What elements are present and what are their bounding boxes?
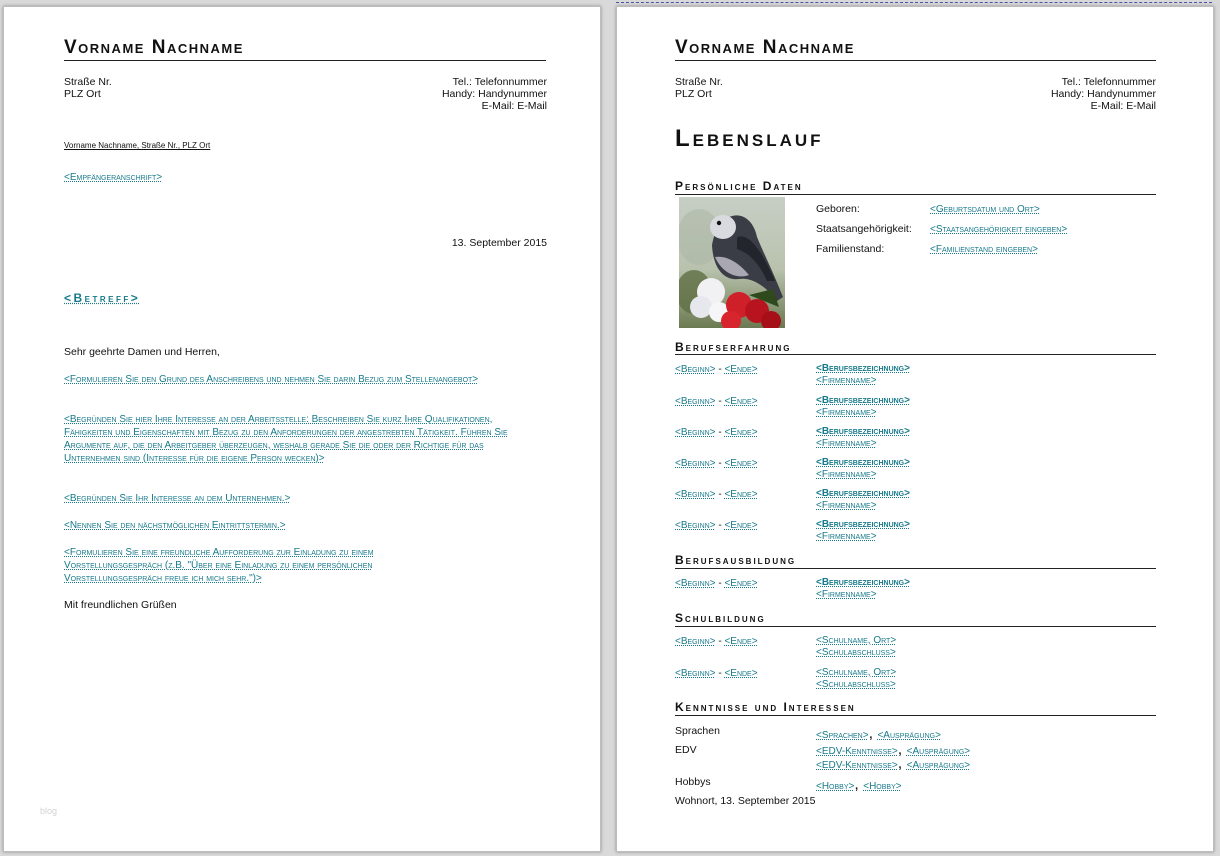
- school-degree[interactable]: <Schulabschluss>: [816, 679, 896, 690]
- personal-label-born: Geboren:: [816, 203, 860, 215]
- section-experience-rule: [675, 354, 1156, 355]
- skill-values-hobbies: <Hobby>, <Hobby>: [816, 776, 902, 793]
- end-date[interactable]: <Ende>: [724, 427, 758, 438]
- company-name[interactable]: <Firmenname>: [816, 438, 877, 449]
- begin-date[interactable]: <Beginn>: [675, 636, 716, 647]
- company-name[interactable]: <Firmenname>: [816, 407, 877, 418]
- letter-header-rule: [64, 60, 546, 61]
- date-separator: -: [718, 636, 722, 647]
- end-date[interactable]: <Ende>: [724, 396, 758, 407]
- experience-entry: [675, 519, 1160, 545]
- personal-label-marital: Familienstand:: [816, 243, 885, 255]
- section-school-rule: [675, 626, 1156, 627]
- begin-date[interactable]: <Beginn>: [675, 578, 716, 589]
- language-level[interactable]: <Ausprägung>: [877, 730, 941, 741]
- section-personal-rule: [675, 194, 1156, 195]
- letter-city: PLZ Ort: [64, 88, 101, 100]
- job-title[interactable]: <Berufsbezeichnung>: [816, 395, 910, 406]
- cv-name-heading: Vorname Nachname: [675, 37, 855, 58]
- company-name[interactable]: <Firmenname>: [816, 469, 877, 480]
- letter-handy: Handy: Handynummer: [441, 88, 547, 100]
- cv-page: [616, 6, 1214, 852]
- recipient-placeholder[interactable]: <Empfängeranschrift>: [64, 172, 163, 183]
- bird-photo-image: [679, 197, 785, 328]
- profile-photo[interactable]: [679, 197, 785, 328]
- hobby-value[interactable]: <Hobby>: [816, 781, 855, 792]
- section-skills-rule: [675, 715, 1156, 716]
- begin-date[interactable]: <Beginn>: [675, 364, 716, 375]
- skill-label-hobbies: Hobbys: [675, 776, 711, 788]
- letter-contact: [334, 76, 547, 112]
- end-date[interactable]: <Ende>: [724, 578, 758, 589]
- begin-date[interactable]: <Beginn>: [675, 520, 716, 531]
- cover-letter-page: [3, 6, 601, 852]
- date-separator: -: [718, 668, 722, 679]
- experience-entry: [675, 488, 1160, 514]
- it-skill-value[interactable]: <EDV-Kenntnisse>: [816, 760, 898, 771]
- end-date[interactable]: <Ende>: [724, 520, 758, 531]
- end-date[interactable]: <Ende>: [724, 489, 758, 500]
- job-title[interactable]: <Berufsbezeichnung>: [816, 363, 910, 374]
- date-separator: -: [718, 458, 722, 469]
- education-entry: [675, 577, 1160, 603]
- company-name[interactable]: <Firmenname>: [816, 589, 877, 600]
- job-title[interactable]: <Berufsbezeichnung>: [816, 426, 910, 437]
- school-entry: [675, 667, 1160, 693]
- cv-city: PLZ Ort: [675, 88, 712, 100]
- subject-placeholder[interactable]: <Betreff>: [64, 291, 141, 305]
- school-name[interactable]: <Schulname, Ort>: [816, 667, 897, 678]
- letter-name-heading: Vorname Nachname: [64, 37, 244, 58]
- begin-date[interactable]: <Beginn>: [675, 668, 716, 679]
- cv-header-rule: [675, 60, 1156, 61]
- school-entry: [675, 635, 1160, 661]
- cv-contact: [943, 76, 1156, 112]
- cv-address: [675, 76, 723, 100]
- skill-label-languages: Sprachen: [675, 725, 720, 737]
- job-title[interactable]: <Berufsbezeichnung>: [816, 488, 910, 499]
- personal-value-born[interactable]: <Geburtsdatum und Ort>: [930, 204, 1040, 215]
- letter-address: [64, 76, 112, 100]
- end-date[interactable]: <Ende>: [724, 364, 758, 375]
- watermark: blog: [40, 806, 58, 816]
- letter-email: E-Mail: E-Mail: [481, 100, 547, 112]
- begin-date[interactable]: <Beginn>: [675, 458, 716, 469]
- paragraph-company-interest[interactable]: <Begründen Sie Ihr Interesse an dem Unternehmen.>: [64, 493, 291, 504]
- salutation: Sehr geehrte Damen und Herren,: [64, 346, 220, 358]
- company-name[interactable]: <Firmenname>: [816, 375, 877, 386]
- hobby-value[interactable]: <Hobby>: [863, 781, 902, 792]
- skill-label-it: EDV: [675, 744, 697, 756]
- skill-values-languages: <Sprachen>, <Ausprägung>: [816, 725, 941, 742]
- section-school-heading: Schulbildung: [675, 611, 766, 625]
- sender-line: Vorname Nachname, Straße Nr., PLZ Ort: [64, 141, 211, 150]
- begin-date[interactable]: <Beginn>: [675, 489, 716, 500]
- cv-street: Straße Nr.: [675, 76, 723, 88]
- closing: Mit freundlichen Grüßen: [64, 599, 177, 611]
- personal-value-marital[interactable]: <Familienstand eingeben>: [930, 244, 1038, 255]
- section-personal-heading: Persönliche Daten: [675, 179, 803, 193]
- personal-value-nationality[interactable]: <Staatsangehörigkeit eingeben>: [930, 224, 1068, 235]
- paragraph-start-date[interactable]: <Nennen Sie den nächstmöglichen Eintrittstermin.>: [64, 520, 286, 531]
- experience-entry: [675, 395, 1160, 421]
- job-title[interactable]: <Berufsbezeichnung>: [816, 577, 910, 588]
- letter-date: 13. September 2015: [451, 237, 547, 249]
- cv-email: E-Mail: E-Mail: [1090, 100, 1156, 112]
- letter-street: Straße Nr.: [64, 76, 112, 88]
- cv-tel: Tel.: Telefonnummer: [1061, 76, 1156, 88]
- page-boundary: [616, 2, 1212, 3]
- section-education-rule: [675, 568, 1156, 569]
- company-name[interactable]: <Firmenname>: [816, 500, 877, 511]
- date-separator: -: [718, 520, 722, 531]
- it-skill-level[interactable]: <Ausprägung>: [906, 760, 971, 771]
- school-degree[interactable]: <Schulabschluss>: [816, 647, 896, 658]
- cv-handy: Handy: Handynummer: [1050, 88, 1156, 100]
- date-separator: -: [718, 364, 722, 375]
- date-separator: -: [718, 578, 722, 589]
- paragraph-reason[interactable]: <Formulieren Sie den Grund des Anschreibens und nehmen Sie darin Bezug zum Stellenangebot>: [64, 374, 479, 385]
- begin-date[interactable]: <Beginn>: [675, 396, 716, 407]
- paragraph-qualifications[interactable]: <Begründen Sie hier Ihre Interesse an der Arbeitsstelle: Beschreiben Sie kurz Ihre Qualifikationen, Fähigkeiten und Eigenschaften mit Bezug zu den Anforderungen der angestrebten Tätigkeit. Führen Sie Argumente auf, die den Arbeitgeber überzeugen, weshalb gerade Sie die oder der Richtige für das Unternehmen sind (Interesse für die eigene Person wecken)>: [64, 414, 508, 464]
- school-name[interactable]: <Schulname, Ort>: [816, 635, 897, 646]
- section-experience-heading: Berufserfahrung: [675, 340, 792, 354]
- date-separator: -: [718, 396, 722, 407]
- paragraph-invitation[interactable]: <Formulieren Sie eine freundliche Aufforderung zur Einladung zu einem Vorstellungsgespräch (z.B. "Über eine Einladung zu einem persönlichen Vorstellungsgespräch freue ich mich sehr.")>: [64, 547, 374, 584]
- personal-label-nationality: Staatsangehörigkeit:: [816, 223, 912, 235]
- begin-date[interactable]: <Beginn>: [675, 427, 716, 438]
- language-value[interactable]: <Sprachen>: [816, 730, 869, 741]
- job-title[interactable]: <Berufsbezeichnung>: [816, 457, 910, 468]
- it-skill-level[interactable]: <Ausprägung>: [906, 746, 971, 757]
- section-education-heading: Berufsausbildung: [675, 553, 797, 567]
- cv-footer-place-date: Wohnort, 13. September 2015: [675, 795, 816, 807]
- end-date[interactable]: <Ende>: [724, 668, 758, 679]
- experience-entry: [675, 426, 1160, 452]
- section-skills-heading: Kenntnisse und Interessen: [675, 700, 856, 714]
- company-name[interactable]: <Firmenname>: [816, 531, 877, 542]
- end-date[interactable]: <Ende>: [724, 458, 758, 469]
- job-title[interactable]: <Berufsbezeichnung>: [816, 519, 910, 530]
- experience-entry: [675, 363, 1160, 389]
- it-skill-value[interactable]: <EDV-Kenntnisse>: [816, 746, 898, 757]
- skill-values-it: <EDV-Kenntnisse>, <Ausprägung> <EDV-Kenntnisse>, <Ausprägung>: [816, 741, 971, 772]
- date-separator: -: [718, 427, 722, 438]
- experience-entry: [675, 457, 1160, 483]
- date-separator: -: [718, 489, 722, 500]
- letter-tel: Tel.: Telefonnummer: [452, 76, 547, 88]
- end-date[interactable]: <Ende>: [724, 636, 758, 647]
- cv-title: Lebenslauf: [675, 125, 824, 152]
